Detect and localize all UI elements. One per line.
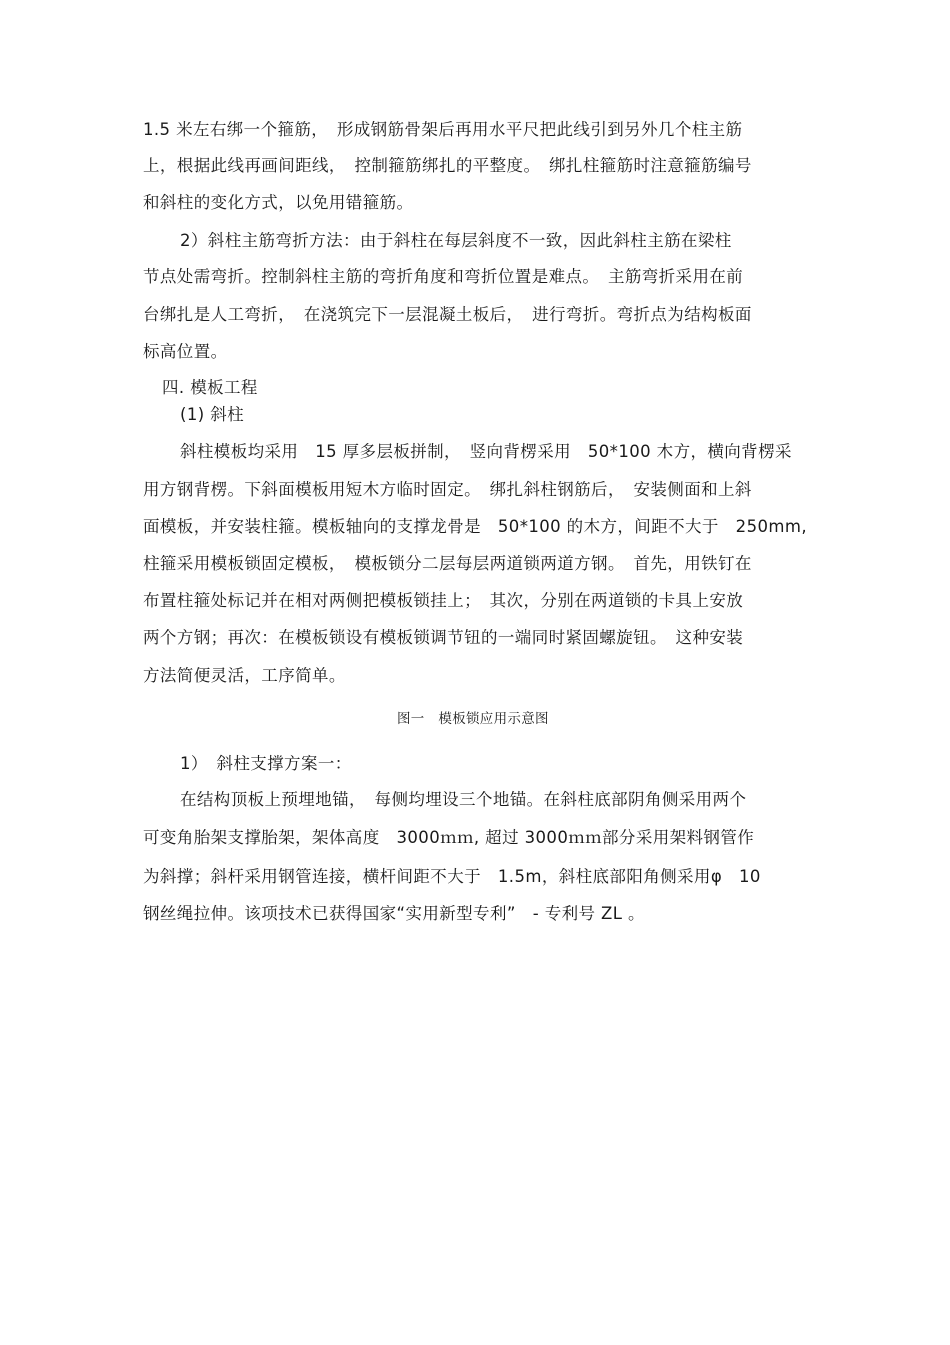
paragraph-line: 可变角胎架支撑胎架，架体高度 3000ｍｍ, 超过 3000ｍｍ部分采用架料钢管作 [143,828,755,847]
paragraph-line: 方法简便灵活，工序简单。 [143,666,346,685]
paragraph-line: 在结构顶板上预埋地锚， 每侧均埋设三个地锚。在斜柱底部阴角侧采用两个 [180,790,747,809]
paragraph-line: 面模板，并安装柱箍。模板轴向的支撑龙骨是 50*100 的木方，间距不大于 250mm, [143,517,807,536]
paragraph-line: 柱箍采用模板锁固定模板， 模板锁分二层每层两道锁两道方钢。 首先，用铁钉在 [143,554,752,573]
paragraph-line: 和斜柱的变化方式，以免用错箍筋。 [143,193,414,212]
paragraph-line: 1.5 米左右绑一个箍筋， 形成钢筋骨架后再用水平尺把此线引到另外几个柱主筋 [143,120,743,139]
subsection-heading: 1） 斜柱支撑方案一： [180,754,352,773]
paragraph-line: 为斜撑；斜杆采用钢管连接，横杆间距不大于 1.5m，斜柱底部阳角侧采用φ 10 [143,867,761,886]
paragraph-line: 斜柱模板均采用 15 厚多层板拼制， 竖向背楞采用 50*100 木方，横向背楞采 [180,442,792,461]
figure-caption: 图一 模板锁应用示意图 [397,711,549,727]
paragraph-line: 钢丝绳拉伸。该项技术已获得国家“实用新型专利” - 专利号 ZL 。 [143,904,645,923]
section-heading: 四. 模板工程 [162,378,258,397]
paragraph-line: 用方钢背楞。下斜面模板用短木方临时固定。 绑扎斜柱钢筋后， 安装侧面和上斜 [143,480,752,499]
paragraph-line: 台绑扎是人工弯折， 在浇筑完下一层混凝土板后， 进行弯折。弯折点为结构板面 [143,305,752,324]
subsection-heading: (1) 斜柱 [180,405,245,424]
paragraph-line: 两个方钢；再次：在模板锁设有模板锁调节钮的一端同时紧固螺旋钮。 这种安装 [143,628,744,647]
paragraph-line: 标高位置。 [143,342,228,361]
paragraph-line: 节点处需弯折。控制斜柱主筋的弯折角度和弯折位置是难点。 主筋弯折采用在前 [143,267,744,286]
paragraph-line: 布置柱箍处标记并在相对两侧把模板锁挂上； 其次，分别在两道锁的卡具上安放 [143,591,744,610]
paragraph-line: 2）斜柱主筋弯折方法：由于斜柱在每层斜度不一致，因此斜柱主筋在梁柱 [180,231,732,250]
paragraph-line: 上，根据此线再画间距线， 控制箍筋绑扎的平整度。 绑扎柱箍筋时注意箍筋编号 [143,156,752,175]
